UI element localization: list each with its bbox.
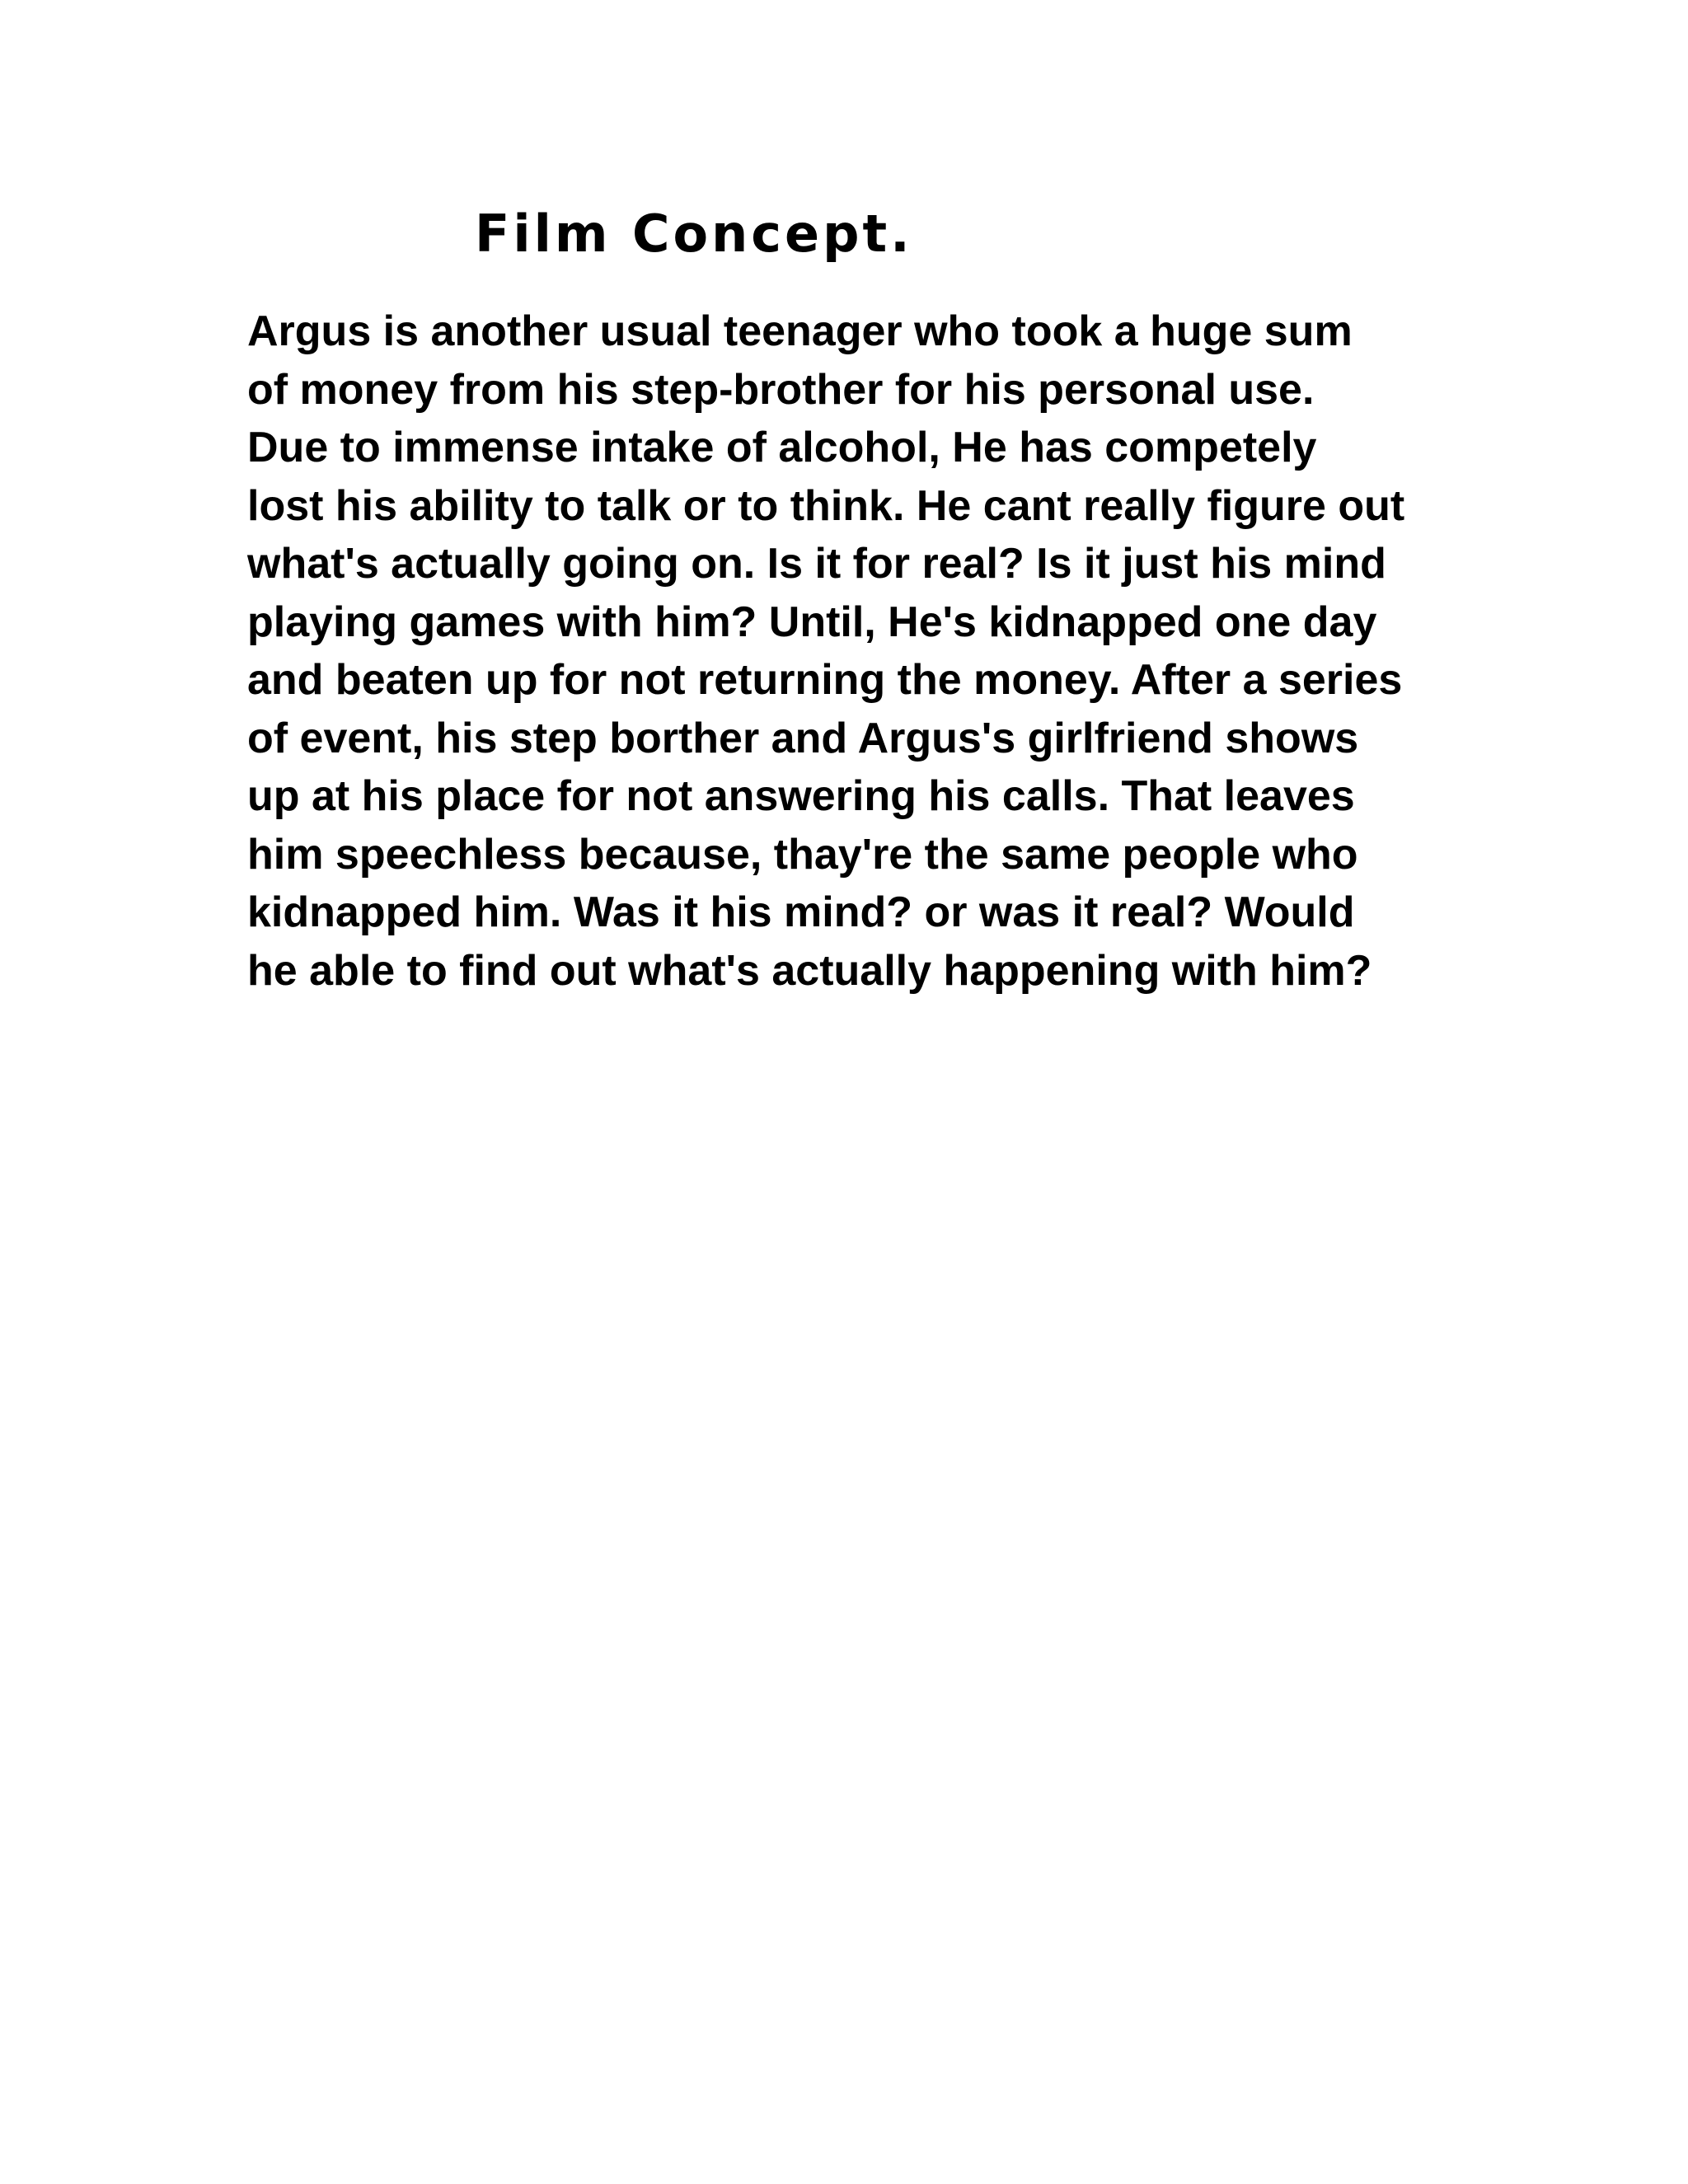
document-title: Film Concept. <box>475 204 913 264</box>
paragraph-line: of money from his step-brother for his personal use. <box>247 365 1315 414</box>
paragraph-line: lost his ability to talk or to think. He cant really figure out <box>247 481 1405 530</box>
paragraph-line: what's actually going on. Is it for real? Is it just his mind <box>247 540 1386 588</box>
paragraph-line: Due to immense intake of alcohol, He has competely <box>247 424 1317 471</box>
paragraph-line: up at his place for not answering his calls. That leaves <box>247 772 1355 820</box>
paragraph-line: and beaten up for not returning the money. After a series <box>247 656 1403 704</box>
paragraph-line: Argus is another usual teenager who took a huge sum <box>247 307 1353 355</box>
paragraph-line: he able to find out what's actually happening with him? <box>247 946 1372 995</box>
paragraph-line: him speechless because, thay're the same people who <box>247 830 1358 879</box>
paragraph-line: of event, his step borther and Argus's girlfriend shows <box>247 714 1359 762</box>
paragraph-line: kidnapped him. Was it his mind? or was it real? Would <box>247 888 1355 936</box>
paragraph-line: playing games with him? Until, He's kidnapped one day <box>247 598 1377 646</box>
concept-paragraph <box>247 302 1404 1000</box>
